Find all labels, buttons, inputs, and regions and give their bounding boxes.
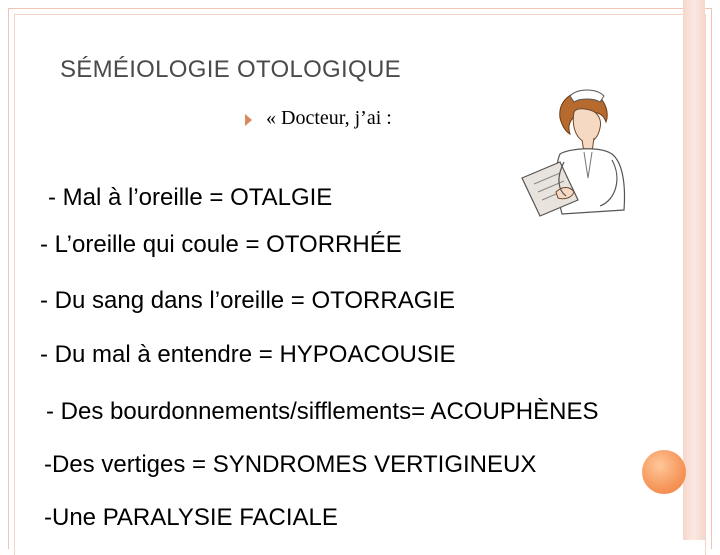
list-item: -Des vertiges = SYNDROMES VERTIGINEUX <box>44 451 537 478</box>
triangle-bullet-icon <box>245 114 252 126</box>
intro-bullet-text: « Docteur, j’ai : <box>266 107 392 129</box>
list-item: - Du sang dans l’oreille = OTORRAGIE <box>40 287 456 314</box>
list-item: - Des bourdonnements/sifflements= ACOUPHÈNES <box>46 398 599 425</box>
decorative-stripe <box>683 0 705 540</box>
list-item: - L’oreille qui coule = OTORRHÉE <box>40 231 402 258</box>
intro-bullet <box>245 107 392 130</box>
list-item: -Une PARALYSIE FACIALE <box>44 504 338 531</box>
decorative-circle <box>642 450 686 494</box>
nurse-clipboard-icon <box>500 82 650 232</box>
slide-title: SÉMÉIOLOGIE OTOLOGIQUE <box>60 56 401 83</box>
list-item: - Mal à l’oreille = OTALGIE <box>48 184 333 211</box>
list-item: - Du mal à entendre = HYPOACOUSIE <box>40 341 456 368</box>
